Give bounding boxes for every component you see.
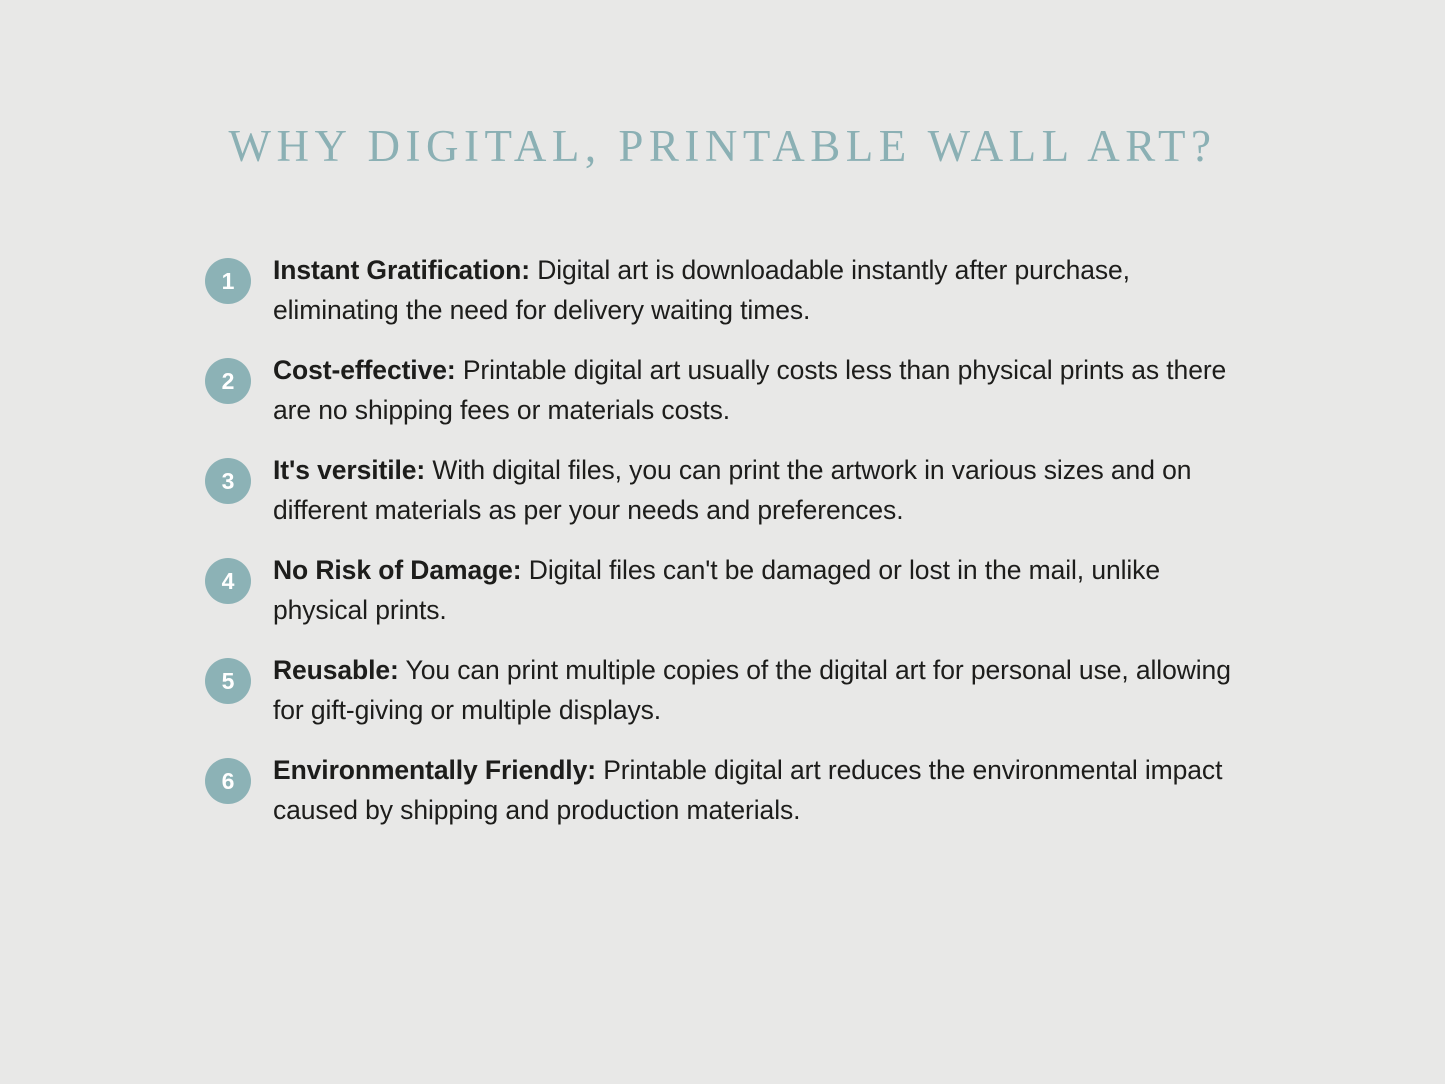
list-item [205,650,1260,730]
list-item-body: Digital art is downloadable instantly after purchase, eliminating the need for delivery waiting times. [273,255,1130,325]
list-item-body: Printable digital art usually costs less than physical prints as there are no shipping fees or materials costs. [273,355,1227,425]
list-item-lead: Environmentally Friendly: [273,755,596,785]
list-item-lead: Cost-effective: [273,355,456,385]
list-item-number-badge: 1 [205,258,251,304]
list-item-text [273,750,1260,830]
list-item-text [273,250,1260,330]
list-item-text [273,650,1260,730]
list-item-text [273,350,1260,430]
list-item [205,450,1260,530]
list-item-lead: No Risk of Damage: [273,555,522,585]
list-item-number-badge: 2 [205,358,251,404]
list-item-body: You can print multiple copies of the digital art for personal use, allowing for gift-giving or multiple displays. [273,655,1231,725]
list-item-text [273,450,1260,530]
list-item-number-badge: 4 [205,558,251,604]
list-item-number-badge: 3 [205,458,251,504]
list-item [205,350,1260,430]
list-item-body: Printable digital art reduces the environmental impact caused by shipping and production materials. [273,755,1223,825]
list-item [205,250,1260,330]
list-item-lead: Reusable: [273,655,399,685]
list-item-number-badge: 5 [205,658,251,704]
page-title: WHY DIGITAL, PRINTABLE WALL ART? [228,121,1217,171]
list-item-body: Digital files can't be damaged or lost in the mail, unlike physical prints. [273,555,1160,625]
list-item [205,750,1260,830]
list-item-body: With digital files, you can print the artwork in various sizes and on different materials as per your needs and preferences. [273,455,1192,525]
list-item-number-badge: 6 [205,758,251,804]
list-item-lead: It's versitile: [273,455,426,485]
benefits-list [205,250,1260,850]
list-item-lead: Instant Gratification: [273,255,530,285]
list-item-text [273,550,1260,630]
list-item [205,550,1260,630]
